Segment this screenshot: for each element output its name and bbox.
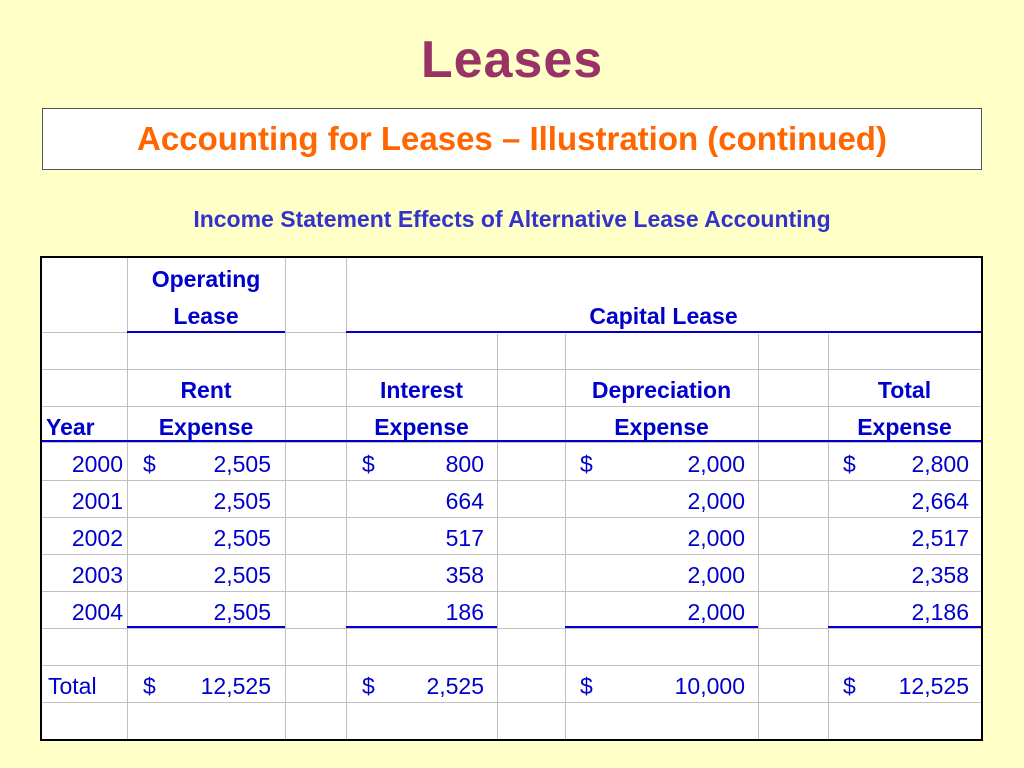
grid-hline bbox=[42, 517, 981, 518]
depreciation-value: 2,000 bbox=[687, 451, 745, 477]
rent-value: 2,505 bbox=[213, 562, 271, 588]
year-column-header: Year bbox=[46, 414, 95, 440]
slide-subtitle: Accounting for Leases – Illustration (continued) bbox=[137, 120, 887, 157]
grid-hline bbox=[42, 702, 981, 703]
depreciation-value: 2,000 bbox=[687, 562, 745, 588]
rent-column-header-line2: Expense bbox=[158, 414, 254, 440]
capital-header-underline bbox=[346, 331, 981, 333]
capital-lease-header: Capital Lease bbox=[589, 303, 738, 329]
table-row-year: 2001 bbox=[71, 488, 123, 514]
grid-hline bbox=[42, 442, 981, 443]
grid-hline bbox=[42, 628, 981, 629]
currency-symbol: $ bbox=[143, 451, 156, 477]
currency-symbol: $ bbox=[580, 451, 593, 477]
depreciation-column-header-line2: Expense bbox=[614, 414, 709, 440]
depreciation-value: 2,000 bbox=[687, 525, 745, 551]
total-value: 2,358 bbox=[911, 562, 969, 588]
rent-column-header-line1: Rent bbox=[180, 377, 232, 403]
lease-expense-table bbox=[40, 256, 983, 741]
table-caption: Income Statement Effects of Alternative Lease Accounting bbox=[193, 206, 831, 232]
slide-title: Leases bbox=[420, 31, 604, 89]
subtitle-box bbox=[42, 108, 982, 170]
operating-header-underline bbox=[127, 331, 285, 333]
grid-hline bbox=[42, 554, 981, 555]
grid-hline bbox=[42, 591, 981, 592]
currency-symbol: $ bbox=[362, 673, 375, 699]
total-column-header-line1: Total bbox=[877, 377, 932, 403]
rent-total-value: 12,525 bbox=[200, 673, 271, 699]
rent-sum-underline bbox=[127, 626, 285, 628]
total-value: 2,664 bbox=[911, 488, 969, 514]
interest-value: 358 bbox=[445, 562, 484, 588]
interest-column-header-line1: Interest bbox=[379, 377, 464, 403]
table-row-year: 2002 bbox=[71, 525, 123, 551]
depreciation-sum-underline bbox=[565, 626, 758, 628]
grid-hline bbox=[42, 406, 981, 407]
interest-total-value: 2,525 bbox=[426, 673, 484, 699]
rent-value: 2,505 bbox=[213, 488, 271, 514]
depreciation-value: 2,000 bbox=[687, 599, 745, 625]
total-row-label: Total bbox=[48, 673, 97, 699]
currency-symbol: $ bbox=[843, 673, 856, 699]
interest-sum-underline bbox=[346, 626, 497, 628]
table-row-year: 2003 bbox=[71, 562, 123, 588]
rent-value: 2,505 bbox=[213, 525, 271, 551]
grand-total-value: 12,525 bbox=[898, 673, 969, 699]
grid-vline bbox=[758, 334, 759, 739]
interest-value: 800 bbox=[445, 451, 484, 477]
depreciation-total-value: 10,000 bbox=[674, 673, 745, 699]
rent-value: 2,505 bbox=[213, 599, 271, 625]
currency-symbol: $ bbox=[843, 451, 856, 477]
grid-vline bbox=[497, 334, 498, 739]
total-value: 2,517 bbox=[911, 525, 969, 551]
table-row-year: 2000 bbox=[71, 451, 123, 477]
operating-lease-header-line2: Lease bbox=[173, 303, 239, 329]
interest-value: 517 bbox=[445, 525, 484, 551]
currency-symbol: $ bbox=[143, 673, 156, 699]
interest-column-header-line2: Expense bbox=[374, 414, 469, 440]
total-sum-underline bbox=[828, 626, 981, 628]
column-header-underline bbox=[42, 440, 981, 442]
total-value: 2,186 bbox=[911, 599, 969, 625]
operating-lease-header-line1: Operating bbox=[151, 266, 261, 292]
interest-value: 664 bbox=[445, 488, 484, 514]
total-value: 2,800 bbox=[911, 451, 969, 477]
rent-value: 2,505 bbox=[213, 451, 271, 477]
depreciation-column-header-line1: Depreciation bbox=[591, 377, 732, 403]
depreciation-value: 2,000 bbox=[687, 488, 745, 514]
currency-symbol: $ bbox=[580, 673, 593, 699]
grid-hline bbox=[42, 369, 981, 370]
table-row-year: 2004 bbox=[71, 599, 123, 625]
interest-value: 186 bbox=[445, 599, 484, 625]
currency-symbol: $ bbox=[362, 451, 375, 477]
grid-vline bbox=[285, 258, 286, 739]
total-column-header-line2: Expense bbox=[857, 414, 952, 440]
grid-hline bbox=[42, 665, 981, 666]
grid-hline bbox=[42, 480, 981, 481]
